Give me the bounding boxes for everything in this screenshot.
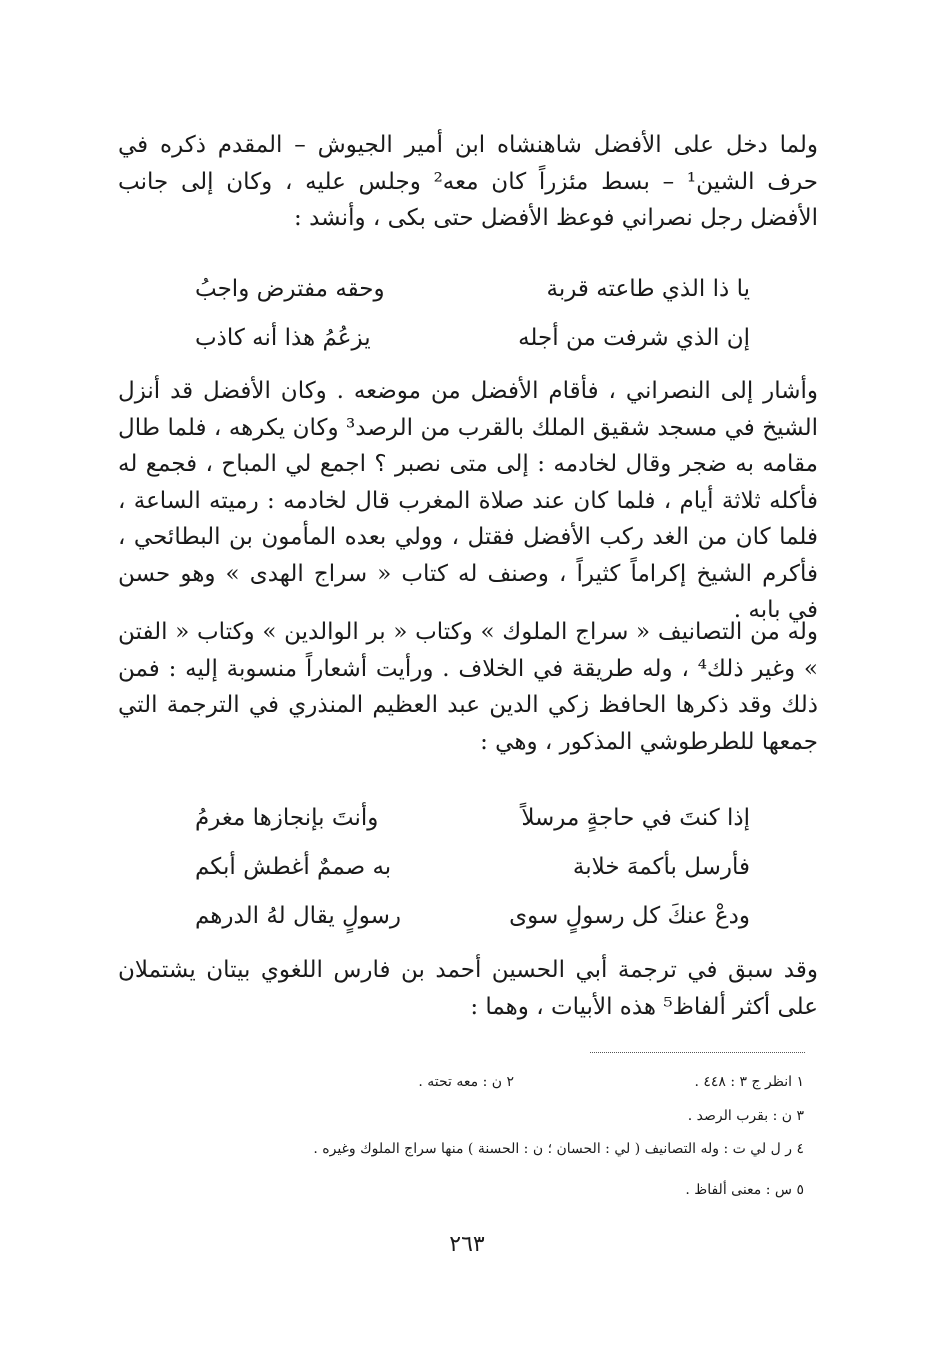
poem-one <box>195 264 750 362</box>
poem-two <box>195 793 750 940</box>
paragraph-text: وأشار إلى النصراني ، فأقام الأفضل من موضعه . وكان الأفضل قد أنزل الشيخ في مسجد شقيق الملك بالقرب من الرصد³ وكان يكرهه ، فلما طال مقامه به ضجر وقال لخادمه : إلى متى نصبر ؟ اجمع لي المباح ، فجمع له فأكله ثلاثة أيام ، فلما كان عند صلاة المغرب قال لخادمه : رميته الساعة ، فلما كان من الغد ركب الأفضل فقتل ، وولي بعده المأمون بن البطائحي ، فأكرم الشيخ إكراماً كثيراً ، وصنف له كتاب « سراج الهدى » وهو حسن في بابه . <box>118 378 819 623</box>
paragraph-text: ولما دخل على الأفضل شاهنشاه ابن أمير الجيوش – المقدم ذكره في حرف الشين¹ – بسط مئزراً كان معه² وجلس عليه ، وكان إلى جانب الأفضل رجل نصراني فوعظ الأفضل حتى بكى ، وأنشد : <box>118 132 818 231</box>
paragraph-text: وقد سبق في ترجمة أبي الحسين أحمد بن فارس اللغوي بيتان يشتملان على أكثر ألفاظ⁵ هذه الأبيات ، وهما : <box>118 957 818 1020</box>
poem-verse <box>195 842 750 891</box>
paragraph-works <box>118 614 818 760</box>
verse-first-hemistich: إذا كنتَ في حاجةٍ مرسلاً <box>521 804 750 831</box>
footnote-divider <box>590 1052 805 1053</box>
verse-second-hemistich: رسولٍ يقال لهُ الدرهم <box>195 902 402 929</box>
paragraph-closing <box>118 952 818 1025</box>
page-number: ٢٦٣ <box>449 1232 485 1257</box>
paragraph-text: وله من التصانيف « سراج الملوك » وكتاب « بر الوالدين » وكتاب « الفتن » وغير ذلك⁴ ، وله طريقة في الخلاف . ورأيت أشعاراً منسوبة إليه : فمن ذلك وقد ذكرها الحافظ زكي الدين عبد العظيم المنذري في الترجمة التي جمعها للطرطوشي المذكور ، وهي : <box>118 619 819 755</box>
poem-verse <box>195 313 750 362</box>
verse-second-hemistich: يزعُمُ هذا أنه كاذب <box>195 324 371 351</box>
verse-second-hemistich: وحقه مفترض واجبُ <box>195 275 385 302</box>
poem-verse <box>195 793 750 842</box>
verse-second-hemistich: وأنتَ بإنجازها مغرمُ <box>195 804 379 831</box>
verse-first-hemistich: ودعْ عنكَ كل رسولٍ سوى <box>509 902 750 929</box>
verse-first-hemistich: فأرسل بأكمهَ خلابة <box>572 853 750 880</box>
verse-first-hemistich: يا ذا الذي طاعته قربة <box>546 275 750 302</box>
verse-first-hemistich: إن الذي شرفت من أجله <box>518 324 750 351</box>
verse-second-hemistich: به صممٌ أغطش أبكم <box>195 853 392 880</box>
paragraph-intro <box>118 127 818 237</box>
paragraph-story <box>118 373 818 629</box>
footnote-2: ٢ ن : معه تحته . <box>418 1074 514 1090</box>
poem-verse <box>195 891 750 940</box>
footnote-3: ٣ ن : بقرب الرصد . <box>687 1108 804 1124</box>
footnote-4: ٤ ر ل لي ت : وله التصانيف ( لي : الحسان ؛ ن : الحسنة ) منها سراج الملوك وغيره . <box>313 1141 804 1157</box>
footnote-5: ٥ س : معنى ألفاظ . <box>685 1182 804 1198</box>
footnote-1: ١ انظر ج ٣ : ٤٤٨ . <box>694 1074 804 1090</box>
poem-verse <box>195 264 750 313</box>
